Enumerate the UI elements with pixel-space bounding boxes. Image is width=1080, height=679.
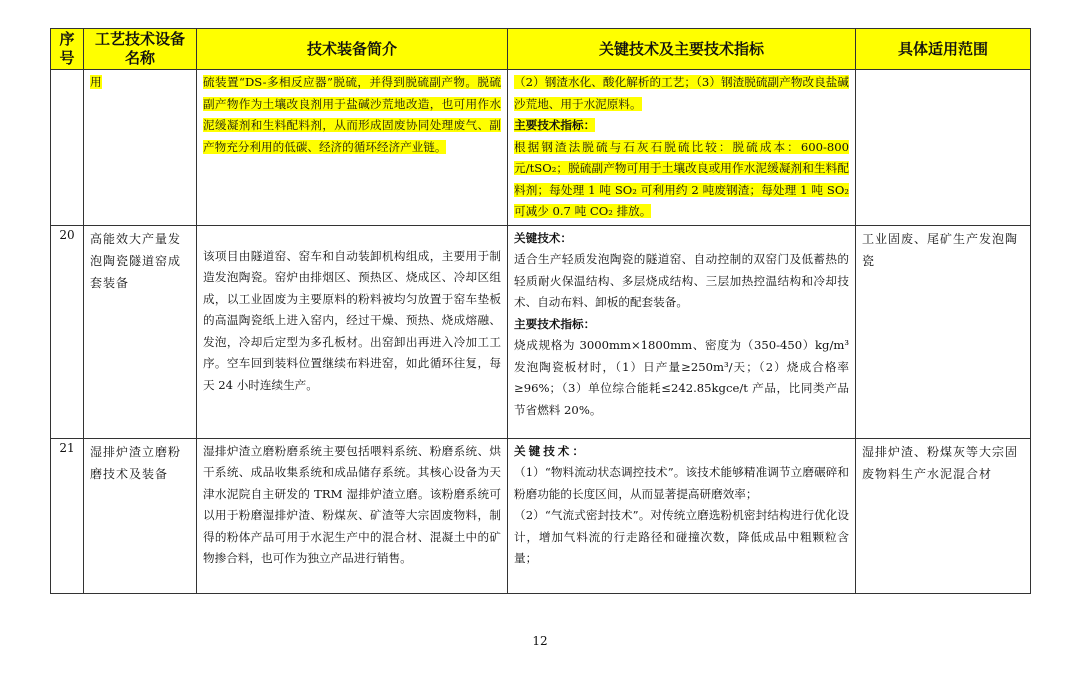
equipment-intro-text: 湿排炉渣立磨粉磨系统主要包括喂料系统、粉磨系统、烘干系统、成品收集系统和成品储存系统。其核心设备为天津水泥院自主研发的 TRM 湿排炉渣立磨。该粉磨系统可以用于粉磨湿排炉渣、粉煤灰、矿渣等大宗固废物料，制得的粉体产品可用于水泥生产中的混合材、混凝土中的矿物掺合料，也可作为独立产品进行销售。: [203, 443, 501, 565]
equipment-intro-text: 该项目由隧道窑、窑车和自动装卸机构组成，主要用于制造发泡陶瓷。窑炉由排烟区、预热区、烧成区、冷却区组成，以工业固废为主要原料的粉料被均匀放置于窑车垫板的高温陶瓷纸上进入窑内，经过干燥、预热、烧成熔融、发泡，冷却后定型为多孔板材。出窑卸出再进入冷加工工序。空车回到装料位置继续布料进窑，如此循环往复，每天 24 小时连续生产。: [203, 248, 501, 392]
key-technology-item-2: （2）“气流式密封技术”。对传统立磨选粉机密封结构进行优化设计，增加气料流的行走路径和碰撞次数，降低成品中粗颗粒含量；: [514, 508, 849, 565]
header-key-technology: 关键技术及主要技术指标: [508, 29, 856, 70]
key-technology-heading: 关键技术：: [514, 230, 572, 245]
cell-equipment-intro: [197, 70, 508, 226]
page-number: 12: [532, 634, 548, 648]
cell-serial-number: 21: [51, 438, 84, 593]
key-indicators-heading: 主要技术指标：: [514, 118, 596, 132]
cell-equipment-name: [84, 70, 197, 226]
cell-serial-number: [51, 70, 84, 226]
cell-key-technology: [508, 225, 856, 438]
cell-application-scope: 湿排炉渣、粉煤灰等大宗固废物料生产水泥混合材: [856, 438, 1031, 593]
key-indicators-text: 根据钢渣法脱硫与石灰石脱硫比较：脱硫成本：600-800 元/tSO₂；脱硫副产物可用于土壤改良或用作水泥缓凝剂和生料配料剂；每处理 1 吨 SO₂ 可利用约 2 吨废钢渣；每处理 1 吨 SO₂ 可减少 0.7 吨 CO₂ 排放。: [514, 139, 849, 218]
key-technology-text: （2）钢渣水化、酸化解析的工艺；（3）钢渣脱硫副产物改良盐碱沙荒地、用于水泥原料。: [514, 75, 849, 111]
key-technology-text: 适合生产轻质发泡陶瓷的隧道窑、自动控制的双窑门及低蓄热的轻质耐火保温结构、多层烧成结构、三层加热控温结构和冷却技术、自动布料、卸板的配套装备。: [514, 252, 849, 309]
cell-equipment-name: 高能效大产量发泡陶瓷隧道窑成套装备: [84, 225, 197, 438]
cell-equipment-name: 湿排炉渣立磨粉磨技术及装备: [84, 438, 197, 593]
table-row: [51, 438, 1031, 593]
cell-equipment-intro: [197, 438, 508, 593]
table-row: [51, 225, 1031, 438]
header-serial-number: 序号: [51, 29, 84, 70]
header-application-scope: 具体适用范围: [856, 29, 1031, 70]
cell-serial-number: 20: [51, 225, 84, 438]
equipment-intro-text: 硫装置“DS-多相反应器”脱硫，并得到脱硫副产物。脱硫副产物作为土壤改良剂用于盐碱沙荒地改造，也可用作水泥缓凝剂和生料配料剂，从而形成固废协同处理废气、副产物充分利用的低碳、经济的循环经济产业链。: [203, 75, 501, 154]
key-indicators-heading: 主要技术指标：: [514, 316, 596, 331]
cell-application-scope: [856, 70, 1031, 226]
key-technology-heading: 关键技术：: [514, 443, 587, 458]
cell-equipment-intro: [197, 225, 508, 438]
cell-key-technology: [508, 70, 856, 226]
table-header-row: [51, 29, 1031, 70]
technology-table: [50, 28, 1031, 594]
cell-key-technology: [508, 438, 856, 593]
equipment-name-text: 用: [90, 75, 102, 89]
table-row: [51, 70, 1031, 226]
header-equipment-name: 工艺技术设备名称: [84, 29, 197, 70]
cell-application-scope: 工业固废、尾矿生产发泡陶瓷: [856, 225, 1031, 438]
header-equipment-intro: 技术装备简介: [197, 29, 508, 70]
key-indicators-text: 烧成规格为 3000mm×1800mm、密度为（350-450）kg/m³发泡陶瓷板材时，（1）日产量≥250m³/天；（2）烧成合格率≥96%；（3）单位综合能耗≤242.85kgce/t 产品，比同类产品节省燃料 20%。: [514, 338, 849, 417]
key-technology-item-1: （1）“物料流动状态调控技术”。该技术能够精准调节立磨碾碎和粉磨功能的长度区间，从而显著提高研磨效率；: [514, 465, 849, 501]
